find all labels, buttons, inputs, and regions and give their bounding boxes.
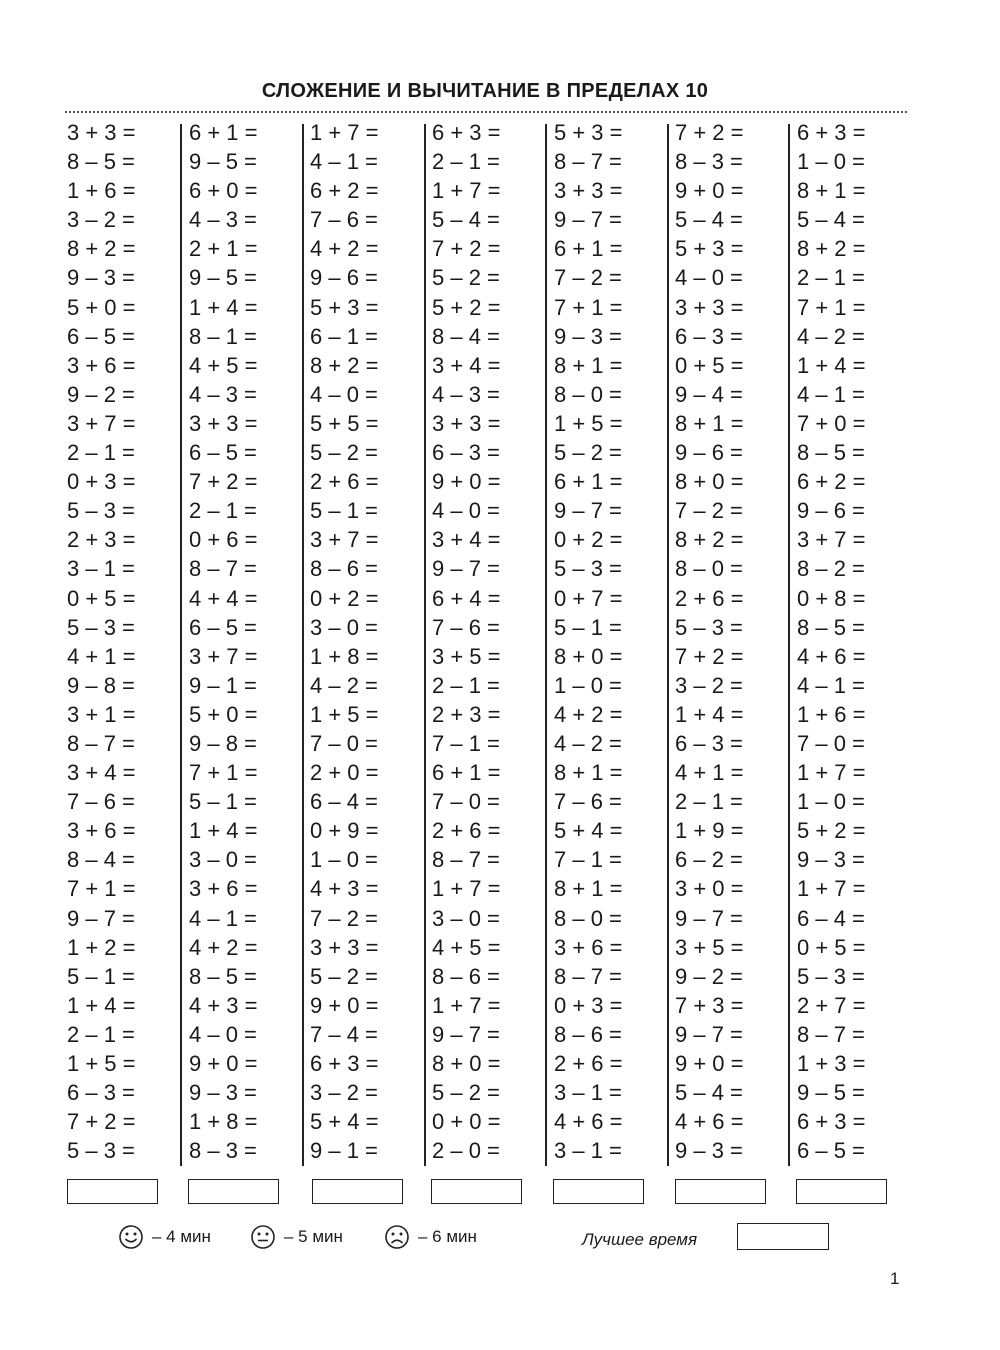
problem-item: 3 + 3 =	[554, 178, 623, 204]
problem-item: 6 – 4 =	[310, 789, 378, 815]
problem-item: 8 + 1 =	[554, 876, 623, 902]
problem-item: 9 – 7 =	[675, 1021, 743, 1047]
legend-text-medium: – 5 мин	[284, 1227, 343, 1246]
problem-item: 3 + 3 =	[310, 934, 379, 960]
problem-item: 7 – 0 =	[432, 789, 500, 815]
problem-item: 1 – 0 =	[797, 789, 865, 815]
problem-item: 5 + 3 =	[310, 294, 379, 320]
problem-item: 7 – 6 =	[432, 614, 500, 640]
problem-item: 1 + 6 =	[67, 178, 136, 204]
column-divider	[545, 124, 547, 1166]
problem-item: 3 – 1 =	[554, 1138, 622, 1164]
problem-item: 6 + 1 =	[554, 236, 623, 262]
problem-item: 3 + 3 =	[189, 410, 258, 436]
problem-item: 8 – 6 =	[432, 963, 500, 989]
problem-item: 1 + 5 =	[67, 1051, 136, 1076]
problem-item: 8 + 1 =	[675, 410, 744, 436]
problem-item: 8 – 4 =	[67, 847, 135, 873]
problem-item: 5 – 2 =	[432, 1080, 500, 1106]
problem-item: 6 + 3 =	[310, 1051, 379, 1076]
problem-item: 8 + 2 =	[67, 236, 136, 262]
problem-item: 9 – 8 =	[189, 730, 257, 756]
problem-item: 8 – 0 =	[554, 905, 622, 931]
problem-item: 3 + 1 =	[67, 701, 136, 727]
problem-item: 3 – 2 =	[675, 672, 743, 698]
problem-item: 6 – 5 =	[797, 1138, 865, 1164]
problem-item: 2 + 3 =	[67, 527, 136, 553]
problem-item: 2 + 6 =	[675, 585, 744, 611]
legend-item-fast	[118, 1224, 211, 1250]
problem-item: 7 + 1 =	[189, 760, 258, 786]
problem-item: 8 + 2 =	[675, 527, 744, 553]
problem-item: 1 + 6 =	[797, 701, 866, 727]
problem-item: 4 + 2 =	[189, 934, 258, 960]
problem-item: 6 + 1 =	[432, 760, 501, 786]
problem-item: 2 – 1 =	[67, 1021, 135, 1047]
problem-item: 1 – 0 =	[797, 149, 865, 175]
problem-item: 0 + 5 =	[67, 585, 136, 611]
problem-item: 1 + 2 =	[67, 934, 136, 960]
problem-item: 4 + 2 =	[554, 701, 623, 727]
problem-item: 1 + 9 =	[675, 818, 744, 844]
problem-item: 2 – 1 =	[797, 265, 865, 291]
problem-item: 7 – 0 =	[310, 730, 378, 756]
problem-item: 2 + 1 =	[189, 236, 258, 262]
problem-item: 8 – 7 =	[432, 847, 500, 873]
problem-item: 3 + 7 =	[189, 643, 258, 669]
problem-item: 2 – 1 =	[432, 672, 500, 698]
problem-item: 9 + 0 =	[189, 1051, 258, 1076]
problem-item: 4 + 3 =	[310, 876, 379, 902]
time-box-column-7[interactable]	[796, 1179, 887, 1204]
problem-column-7	[797, 118, 866, 1165]
problem-item: 8 – 7 =	[554, 149, 622, 175]
problem-item: 6 + 4 =	[432, 585, 501, 611]
sad-face-icon	[384, 1224, 410, 1250]
problem-item: 7 + 0 =	[797, 410, 866, 436]
time-box-column-2[interactable]	[188, 1179, 279, 1204]
problem-item: 5 – 1 =	[189, 789, 257, 815]
problem-item: 8 + 1 =	[554, 352, 623, 378]
problem-item: 6 – 3 =	[432, 440, 500, 466]
problem-column-1	[67, 118, 136, 1165]
problem-item: 2 + 6 =	[310, 469, 379, 495]
problem-item: 7 – 2 =	[554, 265, 622, 291]
problem-item: 3 + 0 =	[675, 876, 744, 902]
problem-item: 9 – 3 =	[189, 1080, 257, 1106]
problem-item: 4 + 6 =	[675, 1109, 744, 1135]
problem-item: 1 + 5 =	[310, 701, 379, 727]
problem-item: 2 + 3 =	[432, 701, 501, 727]
problem-item: 4 – 1 =	[189, 905, 257, 931]
problem-item: 3 – 0 =	[310, 614, 378, 640]
legend-item-slow	[384, 1224, 477, 1250]
problem-item: 5 + 0 =	[189, 701, 258, 727]
problem-item: 6 – 5 =	[189, 440, 257, 466]
problem-item: 6 + 2 =	[797, 469, 866, 495]
problem-item: 9 – 6 =	[797, 498, 865, 524]
problem-item: 3 + 4 =	[432, 352, 501, 378]
problem-item: 7 – 2 =	[675, 498, 743, 524]
problem-item: 4 + 5 =	[189, 352, 258, 378]
problem-item: 4 + 6 =	[797, 643, 866, 669]
problem-item: 1 + 4 =	[797, 352, 866, 378]
problem-item: 6 + 1 =	[189, 120, 258, 145]
problem-item: 9 – 8 =	[67, 672, 135, 698]
problem-item: 9 – 6 =	[675, 440, 743, 466]
problem-item: 9 – 3 =	[554, 323, 622, 349]
problem-item: 8 + 1 =	[797, 178, 866, 204]
problem-item: 7 + 1 =	[67, 876, 136, 902]
column-divider	[302, 124, 304, 1166]
column-divider	[788, 124, 790, 1166]
problem-item: 8 – 1 =	[189, 323, 257, 349]
problem-item: 2 – 1 =	[675, 789, 743, 815]
problem-item: 2 + 0 =	[310, 760, 379, 786]
problem-item: 3 + 4 =	[67, 760, 136, 786]
problem-item: 1 + 7 =	[797, 876, 866, 902]
column-divider	[424, 124, 426, 1166]
problem-item: 8 – 3 =	[189, 1138, 257, 1164]
problem-item: 7 – 6 =	[310, 207, 378, 233]
problem-item: 4 – 3 =	[189, 381, 257, 407]
problem-item: 6 – 3 =	[67, 1080, 135, 1106]
column-divider	[180, 124, 182, 1166]
problem-item: 6 + 3 =	[797, 120, 866, 145]
time-box-column-1[interactable]	[67, 1179, 158, 1204]
problem-item: 3 – 2 =	[67, 207, 135, 233]
problem-item: 4 – 1 =	[797, 381, 865, 407]
problem-item: 9 – 6 =	[310, 265, 378, 291]
problem-item: 4 – 1 =	[797, 672, 865, 698]
problem-item: 4 + 6 =	[554, 1109, 623, 1135]
problem-item: 8 + 2 =	[797, 236, 866, 262]
problem-item: 1 + 7 =	[432, 178, 501, 204]
problem-item: 9 – 3 =	[67, 265, 135, 291]
problem-column-2	[189, 118, 258, 1165]
problem-item: 4 – 3 =	[189, 207, 257, 233]
problem-item: 3 + 5 =	[432, 643, 501, 669]
legend-text-slow: – 6 мин	[418, 1227, 477, 1246]
time-box-column-5[interactable]	[553, 1179, 644, 1204]
neutral-face-icon	[250, 1224, 276, 1250]
problem-item: 7 – 6 =	[554, 789, 622, 815]
problem-item: 5 – 3 =	[675, 614, 743, 640]
problem-item: 9 + 0 =	[675, 1051, 744, 1076]
problem-item: 3 – 0 =	[189, 847, 257, 873]
problem-item: 8 – 7 =	[67, 730, 135, 756]
problem-item: 5 + 2 =	[432, 294, 501, 320]
problem-item: 4 – 0 =	[310, 381, 378, 407]
problem-item: 3 + 6 =	[189, 876, 258, 902]
problem-item: 2 + 6 =	[554, 1051, 623, 1076]
problem-item: 9 – 7 =	[432, 556, 500, 582]
problem-item: 4 + 2 =	[310, 236, 379, 262]
problem-item: 3 + 7 =	[310, 527, 379, 553]
problem-item: 1 + 4 =	[675, 701, 744, 727]
problem-item: 7 + 2 =	[675, 120, 744, 145]
problem-item: 8 – 0 =	[554, 381, 622, 407]
problem-item: 5 + 3 =	[554, 120, 623, 145]
problem-item: 5 + 5 =	[310, 410, 379, 436]
problem-item: 5 – 4 =	[675, 207, 743, 233]
problem-item: 7 + 2 =	[432, 236, 501, 262]
problem-item: 7 + 1 =	[554, 294, 623, 320]
problem-item: 9 – 5 =	[189, 265, 257, 291]
problem-item: 8 – 3 =	[675, 149, 743, 175]
problem-column-5	[554, 118, 623, 1165]
problem-item: 5 – 2 =	[310, 963, 378, 989]
problem-item: 5 – 3 =	[67, 498, 135, 524]
problem-item: 9 – 2 =	[67, 381, 135, 407]
problem-item: 0 + 2 =	[310, 585, 379, 611]
problem-item: 3 + 6 =	[67, 352, 136, 378]
problem-item: 1 + 4 =	[189, 294, 258, 320]
smiling-face-icon	[118, 1224, 144, 1250]
problem-item: 4 + 4 =	[189, 585, 258, 611]
problem-item: 6 + 0 =	[189, 178, 258, 204]
problem-item: 8 – 5 =	[189, 963, 257, 989]
problem-item: 2 + 7 =	[797, 992, 866, 1018]
problem-item: 6 – 3 =	[675, 730, 743, 756]
problem-item: 1 + 7 =	[797, 760, 866, 786]
problem-item: 3 + 4 =	[432, 527, 501, 553]
problem-item: 0 + 8 =	[797, 585, 866, 611]
problem-item: 1 – 0 =	[310, 847, 378, 873]
best-time-label: Лучшее время	[582, 1230, 698, 1249]
problem-item: 6 – 3 =	[675, 323, 743, 349]
time-box-column-3[interactable]	[312, 1179, 403, 1204]
problem-item: 6 + 3 =	[432, 120, 501, 145]
problem-item: 5 – 2 =	[554, 440, 622, 466]
problem-item: 9 – 3 =	[675, 1138, 743, 1164]
problem-item: 7 + 2 =	[67, 1109, 136, 1135]
problem-item: 4 – 1 =	[310, 149, 378, 175]
problem-item: 3 + 7 =	[67, 410, 136, 436]
problem-item: 4 – 0 =	[675, 265, 743, 291]
problem-item: 7 + 3 =	[675, 992, 744, 1018]
problem-item: 8 + 1 =	[554, 760, 623, 786]
problem-item: 8 + 0 =	[675, 469, 744, 495]
problem-item: 5 – 2 =	[432, 265, 500, 291]
problem-item: 6 – 1 =	[310, 323, 378, 349]
problem-item: 8 – 7 =	[554, 963, 622, 989]
problem-item: 9 – 4 =	[675, 381, 743, 407]
problem-item: 9 – 7 =	[67, 905, 135, 931]
legend-item-medium	[250, 1224, 343, 1250]
problem-item: 8 – 2 =	[797, 556, 865, 582]
problem-item: 8 – 5 =	[797, 440, 865, 466]
problem-item: 0 + 7 =	[554, 585, 623, 611]
problem-item: 5 – 2 =	[310, 440, 378, 466]
problem-item: 6 + 2 =	[310, 178, 379, 204]
problem-item: 8 – 7 =	[189, 556, 257, 582]
problem-item: 7 + 1 =	[797, 294, 866, 320]
problem-item: 7 – 1 =	[432, 730, 500, 756]
problem-item: 7 – 2 =	[310, 905, 378, 931]
problem-item: 9 – 3 =	[797, 847, 865, 873]
problem-item: 4 + 3 =	[189, 992, 258, 1018]
problem-item: 8 – 6 =	[310, 556, 378, 582]
page-number: 1	[890, 1269, 900, 1288]
problem-item: 5 + 0 =	[67, 294, 136, 320]
problem-item: 1 + 8 =	[189, 1109, 258, 1135]
problem-item: 1 + 7 =	[432, 876, 501, 902]
problem-item: 2 – 0 =	[432, 1138, 500, 1164]
problem-item: 7 – 0 =	[797, 730, 865, 756]
problem-item: 4 – 0 =	[189, 1021, 257, 1047]
problem-item: 6 + 3 =	[797, 1109, 866, 1135]
column-divider	[667, 124, 669, 1166]
problem-item: 8 + 0 =	[554, 643, 623, 669]
problem-item: 3 – 1 =	[554, 1080, 622, 1106]
problem-item: 0 + 3 =	[554, 992, 623, 1018]
problem-item: 0 + 5 =	[675, 352, 744, 378]
problem-item: 4 + 5 =	[432, 934, 501, 960]
problem-item: 7 – 6 =	[67, 789, 135, 815]
problem-item: 5 – 3 =	[554, 556, 622, 582]
problem-item: 5 – 3 =	[67, 1138, 135, 1164]
problem-item: 0 + 6 =	[189, 527, 258, 553]
problem-item: 5 – 3 =	[67, 614, 135, 640]
best-time-box[interactable]	[737, 1223, 829, 1250]
problem-item: 4 – 3 =	[432, 381, 500, 407]
problem-item: 5 – 1 =	[310, 498, 378, 524]
problem-item: 1 + 7 =	[310, 120, 379, 145]
problem-item: 1 – 0 =	[554, 672, 622, 698]
problem-item: 2 – 1 =	[189, 498, 257, 524]
problem-item: 3 + 6 =	[554, 934, 623, 960]
problem-item: 6 – 2 =	[675, 847, 743, 873]
problem-item: 4 + 1 =	[67, 643, 136, 669]
problem-item: 1 + 7 =	[432, 992, 501, 1018]
problem-item: 6 – 5 =	[67, 323, 135, 349]
problem-item: 5 + 2 =	[797, 818, 866, 844]
problem-item: 9 – 1 =	[189, 672, 257, 698]
problem-item: 1 + 8 =	[310, 643, 379, 669]
problem-item: 1 + 5 =	[554, 410, 623, 436]
problem-item: 3 + 6 =	[67, 818, 136, 844]
problem-column-4	[432, 118, 501, 1165]
problem-item: 5 + 3 =	[675, 236, 744, 262]
time-box-column-4[interactable]	[431, 1179, 522, 1204]
problem-item: 7 – 1 =	[554, 847, 622, 873]
problem-item: 1 + 3 =	[797, 1051, 866, 1076]
problem-item: 4 – 2 =	[554, 730, 622, 756]
problem-item: 9 – 7 =	[675, 905, 743, 931]
problem-item: 3 + 5 =	[675, 934, 744, 960]
problem-item: 0 + 3 =	[67, 469, 136, 495]
problem-item: 5 – 1 =	[554, 614, 622, 640]
problem-item: 3 + 3 =	[432, 410, 501, 436]
problem-item: 3 + 3 =	[675, 294, 744, 320]
problem-item: 9 + 0 =	[675, 178, 744, 204]
problem-column-6	[675, 118, 744, 1165]
problem-item: 5 – 4 =	[432, 207, 500, 233]
problem-item: 5 + 4 =	[310, 1109, 379, 1135]
problem-item: 9 + 0 =	[310, 992, 379, 1018]
problem-item: 9 – 7 =	[554, 498, 622, 524]
problem-item: 7 + 2 =	[675, 643, 744, 669]
problem-item: 2 – 1 =	[67, 440, 135, 466]
problem-item: 0 + 9 =	[310, 818, 379, 844]
problem-item: 3 – 0 =	[432, 905, 500, 931]
problem-item: 8 – 7 =	[797, 1021, 865, 1047]
problem-item: 8 – 6 =	[554, 1021, 622, 1047]
problem-item: 9 – 5 =	[189, 149, 257, 175]
problem-item: 8 + 0 =	[432, 1051, 501, 1076]
problem-item: 5 – 1 =	[67, 963, 135, 989]
time-box-column-6[interactable]	[675, 1179, 766, 1204]
problem-item: 0 + 5 =	[797, 934, 866, 960]
problem-item: 4 – 2 =	[310, 672, 378, 698]
page-title: СЛОЖЕНИЕ И ВЫЧИТАНИЕ В ПРЕДЕЛАХ 10	[261, 80, 709, 102]
problem-column-3	[310, 118, 379, 1165]
legend-text-fast: – 4 мин	[152, 1227, 211, 1246]
problem-item: 5 – 4 =	[797, 207, 865, 233]
problem-item: 9 – 7 =	[554, 207, 622, 233]
problem-item: 8 – 5 =	[797, 614, 865, 640]
problem-item: 7 – 4 =	[310, 1021, 378, 1047]
problem-item: 0 + 2 =	[554, 527, 623, 553]
problem-item: 3 + 7 =	[797, 527, 866, 553]
problem-item: 5 + 4 =	[554, 818, 623, 844]
problem-item: 5 – 4 =	[675, 1080, 743, 1106]
problem-item: 2 – 1 =	[432, 149, 500, 175]
problem-item: 3 – 1 =	[67, 556, 135, 582]
problem-item: 2 + 6 =	[432, 818, 501, 844]
problem-item: 8 – 5 =	[67, 149, 135, 175]
problem-item: 6 – 4 =	[797, 905, 865, 931]
problem-item: 9 – 1 =	[310, 1138, 378, 1164]
problem-item: 0 + 0 =	[432, 1109, 501, 1135]
problem-item: 3 – 2 =	[310, 1080, 378, 1106]
problem-item: 4 – 2 =	[797, 323, 865, 349]
problem-item: 9 – 2 =	[675, 963, 743, 989]
problem-item: 1 + 4 =	[67, 992, 136, 1018]
problem-item: 9 – 5 =	[797, 1080, 865, 1106]
problem-item: 6 – 5 =	[189, 614, 257, 640]
problem-item: 3 + 3 =	[67, 120, 136, 145]
problem-item: 4 + 1 =	[675, 760, 744, 786]
problem-item: 6 + 1 =	[554, 469, 623, 495]
problem-item: 5 – 3 =	[797, 963, 865, 989]
problem-item: 8 – 0 =	[675, 556, 743, 582]
problem-item: 9 – 7 =	[432, 1021, 500, 1047]
problem-item: 8 – 4 =	[432, 323, 500, 349]
problem-item: 4 – 0 =	[432, 498, 500, 524]
problem-item: 8 + 2 =	[310, 352, 379, 378]
problem-item: 7 + 2 =	[189, 469, 258, 495]
problem-item: 1 + 4 =	[189, 818, 258, 844]
problem-item: 9 + 0 =	[432, 469, 501, 495]
